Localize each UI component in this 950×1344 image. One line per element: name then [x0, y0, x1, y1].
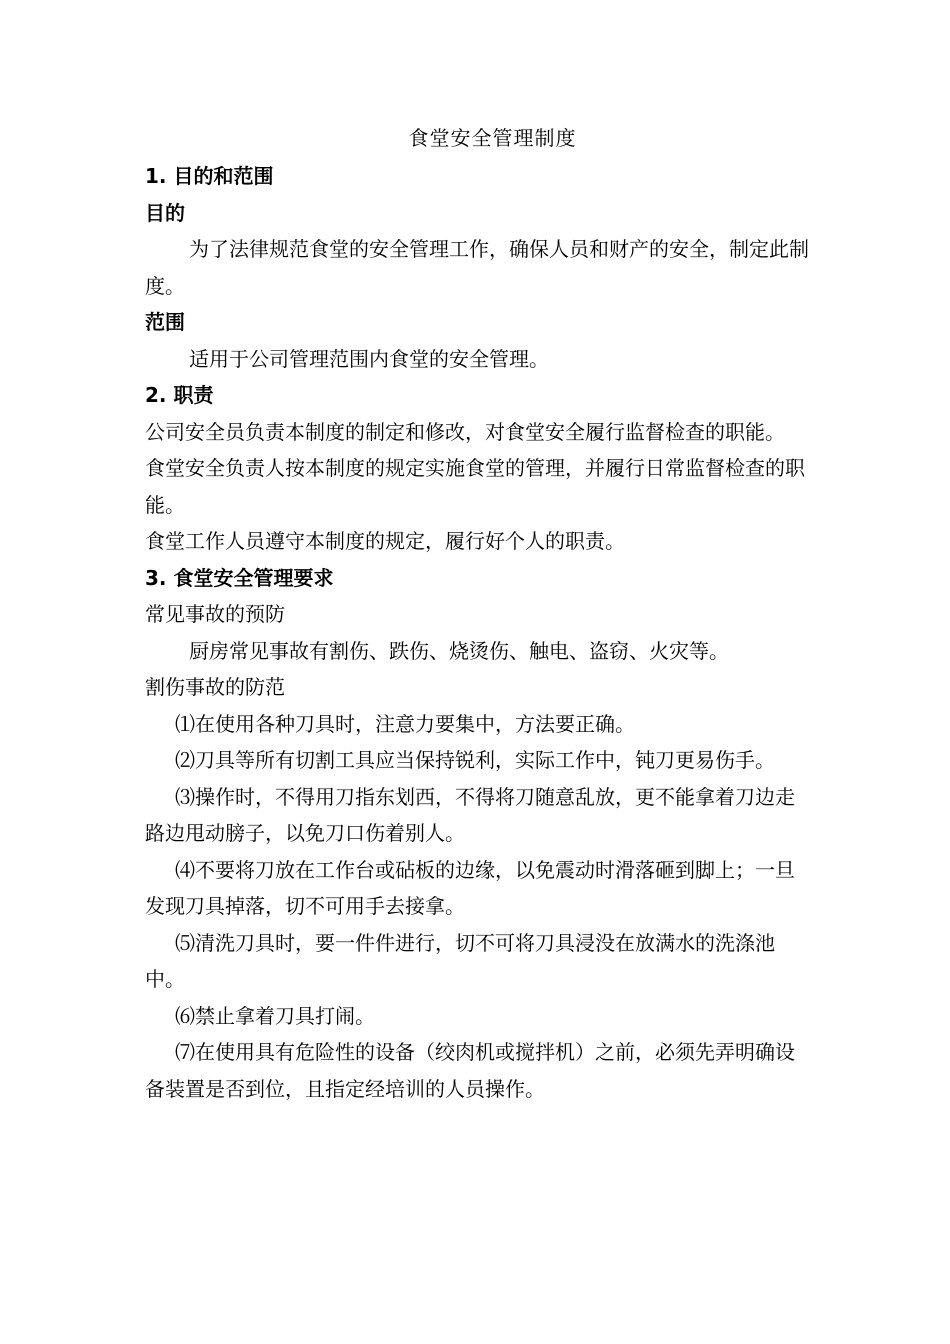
subheading-scope: 范围 [145, 310, 185, 334]
list-item: ⑸清洗刀具时，要一件件进行，切不可将刀具浸没在放满水的洗涤池中。 [145, 930, 775, 991]
section-heading-purpose-scope: 1. 目的和范围 [145, 164, 274, 188]
list-item: ⑹禁止拿着刀具打闹。 [175, 1003, 375, 1028]
section-heading-requirements: 3. 食堂安全管理要求 [145, 565, 334, 590]
section-heading-responsibilities: 2. 职责 [145, 383, 214, 407]
page-title: 食堂安全管理制度 [408, 126, 577, 150]
list-item: ⑵刀具等所有切割工具应当保持锐利，实际工作中，钝刀更易伤手。 [175, 748, 775, 772]
list-item: ⑺在使用具有危险性的设备（绞肉机或搅拌机）之前，必须先弄明确设备装置是否到位，且指定经培训的人员操作。 [145, 1040, 795, 1101]
list-item: ⑶操作时，不得用刀指东划西，不得将刀随意乱放，更不能拿着刀边走路边甩动膀子，以免刀口伤着别人。 [145, 784, 795, 845]
purpose-paragraph: 为了法律规范食堂的安全管理工作，确保人员和财产的安全，制定此制度。 [145, 237, 809, 298]
accident-types-paragraph: 厨房常见事故有割伤、跌伤、烧烫伤、触电、盗窃、火灾等。 [189, 638, 729, 663]
responsibility-canteen-staff: 食堂工作人员遵守本制度的规定，履行好个人的职责。 [145, 529, 625, 553]
responsibility-safety-officer: 公司安全员负责本制度的制定和修改，对食堂安全履行监督检查的职能。 [145, 419, 785, 444]
subheading-purpose: 目的 [145, 200, 185, 225]
list-item: ⑷不要将刀放在工作台或砧板的边缘，以免震动时滑落砸到脚上；一旦发现刀具掉落，切不可用手去接拿。 [145, 857, 795, 918]
subheading-cut-prevention: 割伤事故的防范 [145, 675, 285, 699]
subheading-accident-prevention: 常见事故的预防 [145, 602, 285, 626]
document-page [145, 118, 810, 1107]
responsibility-canteen-head: 食堂安全负责人按本制度的规定实施食堂的管理，并履行日常监督检查的职能。 [145, 456, 805, 517]
list-item: ⑴在使用各种刀具时，注意力要集中，方法要正确。 [175, 711, 635, 736]
scope-paragraph: 适用于公司管理范围内食堂的安全管理。 [189, 346, 549, 371]
